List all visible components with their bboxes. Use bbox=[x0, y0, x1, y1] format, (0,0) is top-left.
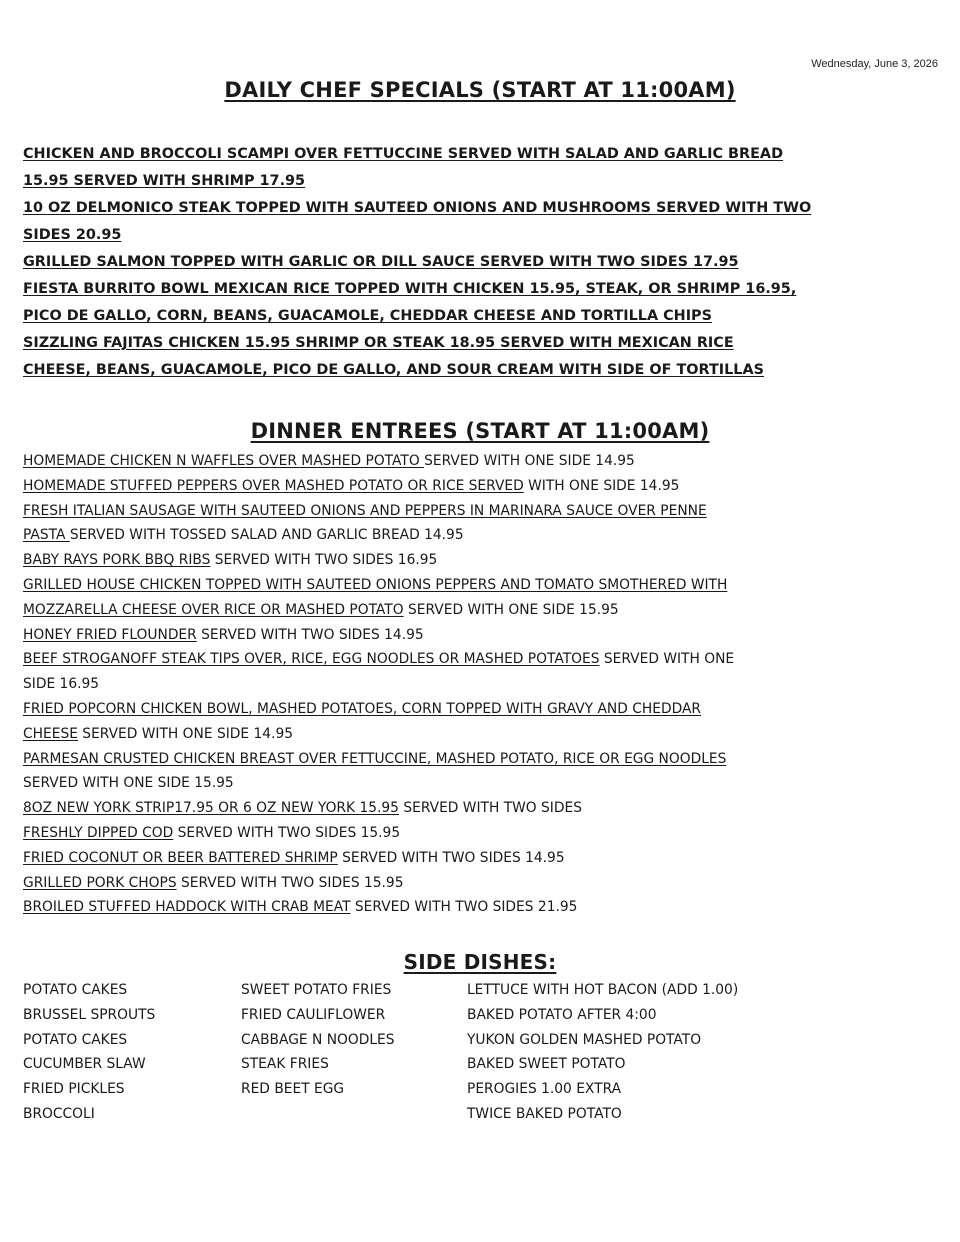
sides-column bbox=[467, 978, 738, 1127]
specials-line: GRILLED SALMON TOPPED WITH GARLIC OR DILL SAUCE SERVED WITH TWO SIDES 17.95 bbox=[23, 254, 739, 270]
side-dish-item: PEROGIES 1.00 EXTRA bbox=[467, 1081, 622, 1098]
dinner-line bbox=[23, 846, 938, 871]
dinner-item-name: FRESH ITALIAN SAUSAGE WITH SAUTEED ONIONS AND PEPPERS IN MARINARA SAUCE OVER PENNE bbox=[23, 502, 707, 519]
specials-line: SIDES 20.95 bbox=[23, 227, 122, 243]
dinner-line bbox=[23, 672, 938, 697]
dinner-line bbox=[23, 623, 938, 648]
side-dish-item: BRUSSEL SPROUTS bbox=[23, 1006, 156, 1023]
dinner-item-detail: SERVED WITH TWO SIDES 21.95 bbox=[350, 899, 578, 916]
dinner-item-detail: SERVED WITH TWO SIDES 15.95 bbox=[173, 824, 401, 841]
dinner-item-name: PARMESAN CRUSTED CHICKEN BREAST OVER FETTUCCINE, MASHED POTATO, RICE OR EGG NOODLES bbox=[23, 750, 727, 767]
dinner-line bbox=[23, 697, 938, 722]
dinner-item-name: HOMEMADE CHICKEN N WAFFLES OVER MASHED POTATO bbox=[23, 453, 425, 469]
dinner-item-name: BEEF STROGANOFF STEAK TIPS OVER, RICE, EGG NOODLES OR MASHED POTATOES bbox=[23, 651, 600, 668]
dinner-line bbox=[23, 499, 938, 524]
dinner-title: DINNER ENTREES (START AT 11:00AM) bbox=[250, 419, 710, 443]
dinner-item-detail: SERVED WITH TWO SIDES 15.95 bbox=[176, 874, 404, 891]
side-dish-item: FRIED CAULIFLOWER bbox=[241, 1006, 386, 1023]
specials-line: CHICKEN AND BROCCOLI SCAMPI OVER FETTUCCINE SERVED WITH SALAD AND GARLIC BREAD bbox=[23, 146, 784, 162]
sides-title: SIDE DISHES: bbox=[403, 950, 557, 974]
dinner-line bbox=[23, 474, 938, 499]
dinner-item-detail: WITH ONE SIDE 14.95 bbox=[523, 477, 680, 494]
side-dish-item: STEAK FRIES bbox=[241, 1056, 329, 1073]
specials-line: SIZZLING FAJITAS CHICKEN 15.95 SHRIMP OR STEAK 18.95 SERVED WITH MEXICAN RICE bbox=[23, 335, 734, 351]
side-dish-item: CABBAGE N NOODLES bbox=[241, 1031, 395, 1048]
menu-date: Wednesday, June 3, 2026 bbox=[811, 58, 938, 70]
side-dish-item: BAKED SWEET POTATO bbox=[467, 1056, 626, 1073]
specials-list bbox=[23, 141, 938, 384]
dinner-line bbox=[23, 647, 938, 672]
side-dish-item: FRIED PICKLES bbox=[23, 1081, 125, 1098]
dinner-item-name: HONEY FRIED FLOUNDER bbox=[23, 626, 197, 643]
dinner-item-detail: SERVED WITH TOSSED SALAD AND GARLIC BREAD 14.95 bbox=[69, 527, 464, 544]
dinner-line bbox=[23, 722, 938, 747]
dinner-item-detail: SERVED WITH ONE SIDE 14.95 bbox=[424, 453, 635, 469]
side-dish-item: POTATO CAKES bbox=[23, 1031, 128, 1048]
specials-title: DAILY CHEF SPECIALS (START AT 11:00AM) bbox=[224, 78, 736, 102]
dinner-item-name: PASTA bbox=[23, 527, 70, 544]
dinner-item-name: FRIED COCONUT OR BEER BATTERED SHRIMP bbox=[23, 849, 338, 866]
dinner-item-detail: SERVED WITH ONE SIDE 14.95 bbox=[77, 725, 294, 742]
dinner-item-name: FRIED POPCORN CHICKEN BOWL, MASHED POTATOES, CORN TOPPED WITH GRAVY AND CHEDDAR bbox=[23, 700, 701, 717]
dinner-line bbox=[23, 523, 938, 548]
dinner-item-detail: SERVED WITH ONE SIDE 15.95 bbox=[23, 775, 234, 792]
specials-line: 10 OZ DELMONICO STEAK TOPPED WITH SAUTEED ONIONS AND MUSHROOMS SERVED WITH TWO bbox=[23, 200, 812, 216]
dinner-line bbox=[23, 821, 938, 846]
dinner-item-detail: SERVED WITH TWO SIDES bbox=[398, 800, 582, 817]
dinner-item-detail: SERVED WITH TWO SIDES 14.95 bbox=[196, 626, 424, 643]
dinner-item-detail: SERVED WITH ONE SIDE 15.95 bbox=[403, 601, 619, 618]
side-dish-item: SWEET POTATO FRIES bbox=[241, 982, 392, 998]
dinner-item-name: HOMEMADE STUFFED PEPPERS OVER MASHED POTATO OR RICE SERVED bbox=[23, 477, 524, 494]
specials-line bbox=[23, 276, 938, 303]
dinner-item-name: FRESHLY DIPPED COD bbox=[23, 824, 174, 841]
dinner-item-detail: SERVED WITH ONE bbox=[599, 651, 735, 668]
dinner-item-name: BROILED STUFFED HADDOCK WITH CRAB MEAT bbox=[23, 899, 351, 916]
dinner-item-name: CHEESE bbox=[23, 725, 78, 742]
dinner-line bbox=[23, 771, 938, 796]
dinner-line bbox=[23, 449, 938, 474]
side-dish-item: TWICE BAKED POTATO bbox=[467, 1105, 622, 1122]
sides-column bbox=[241, 978, 395, 1102]
dinner-item-name: MOZZARELLA CHEESE OVER RICE OR MASHED POTATO bbox=[23, 601, 404, 618]
side-dish-item: BAKED POTATO AFTER 4:00 bbox=[467, 1006, 657, 1023]
side-dish-item: YUKON GOLDEN MASHED POTATO bbox=[467, 1031, 702, 1048]
dinner-list bbox=[23, 449, 938, 920]
specials-line: 15.95 SERVED WITH SHRIMP 17.95 bbox=[23, 173, 306, 189]
sides-column bbox=[23, 978, 155, 1127]
side-dish-item: CUCUMBER SLAW bbox=[23, 1056, 146, 1073]
dinner-line bbox=[23, 573, 938, 598]
specials-item-detail: MEXICAN RICE TOPPED WITH CHICKEN 15.95, STEAK, OR SHRIMP 16.95, bbox=[208, 281, 797, 297]
side-dish-item: POTATO CAKES bbox=[23, 982, 128, 998]
dinner-item-name: GRILLED PORK CHOPS bbox=[23, 874, 177, 891]
dinner-line bbox=[23, 796, 938, 821]
dinner-item-name: GRILLED HOUSE CHICKEN TOPPED WITH SAUTEED ONIONS PEPPERS AND TOMATO SMOTHERED WITH bbox=[23, 576, 728, 593]
side-dish-item: LETTUCE WITH HOT BACON (ADD 1.00) bbox=[467, 982, 739, 998]
side-dish-item: RED BEET EGG bbox=[241, 1081, 345, 1098]
specials-item-name: FIESTA BURRITO BOWL bbox=[23, 281, 209, 297]
dinner-line bbox=[23, 747, 938, 772]
dinner-item-detail: SERVED WITH TWO SIDES 16.95 bbox=[210, 552, 438, 569]
dinner-item-detail: SIDE 16.95 bbox=[23, 676, 100, 693]
dinner-line bbox=[23, 548, 938, 573]
dinner-line bbox=[23, 598, 938, 623]
dinner-item-name: BABY RAYS PORK BBQ RIBS bbox=[23, 552, 211, 569]
specials-line: PICO DE GALLO, CORN, BEANS, GUACAMOLE, CHEDDAR CHEESE AND TORTILLA CHIPS bbox=[23, 308, 712, 324]
dinner-line bbox=[23, 895, 938, 920]
side-dish-item: BROCCOLI bbox=[23, 1105, 95, 1122]
dinner-line bbox=[23, 871, 938, 896]
specials-line: CHEESE, BEANS, GUACAMOLE, PICO DE GALLO, AND SOUR CREAM WITH SIDE OF TORTILLAS bbox=[23, 362, 764, 378]
dinner-item-detail: SERVED WITH TWO SIDES 14.95 bbox=[337, 849, 565, 866]
dinner-item-name: 8OZ NEW YORK STRIP17.95 OR 6 OZ NEW YORK 15.95 bbox=[23, 800, 399, 817]
